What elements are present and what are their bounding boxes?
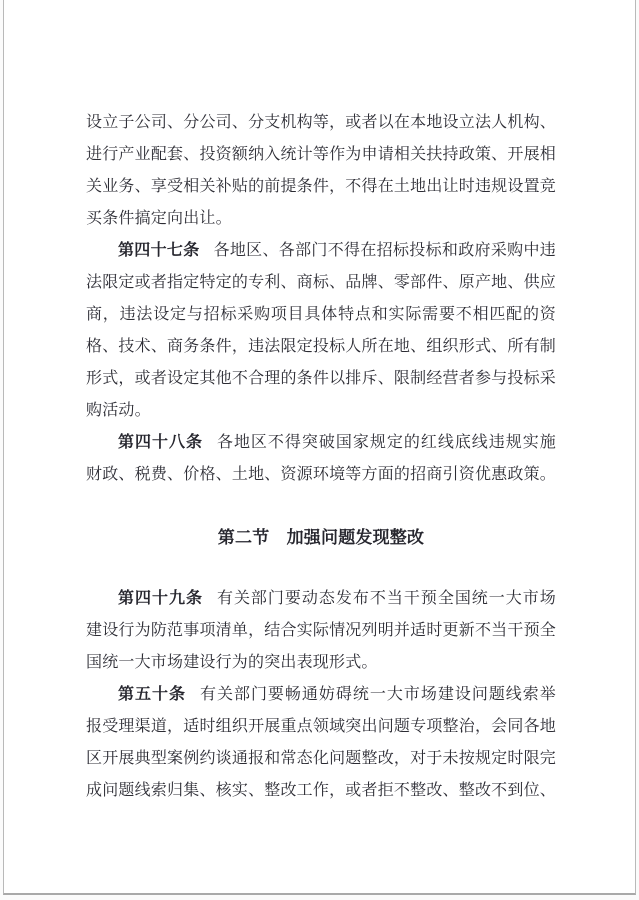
document-page: [3, 0, 636, 895]
text-line: 国统一大市场建设行为的突出表现形式。: [86, 654, 378, 671]
text-line: 格、技术、商务条件，违法限定投标人所在地、组织形式、所有制: [86, 338, 556, 355]
paragraph-continuation: [86, 107, 556, 235]
section-heading: 第二节 加强问题发现整改: [217, 528, 425, 547]
paragraph-article-50: [86, 679, 556, 807]
paragraph-article-48: [86, 427, 556, 491]
text-line: 第四十九条 有关部门要动态发布不当干预全国统一大市场: [118, 590, 556, 607]
text-line: 商，违法设定与招标采购项目具体特点和实际需要不相匹配的资: [86, 306, 556, 323]
text-line: 关业务、享受相关补贴的前提条件，不得在土地出让时违规设置竞: [86, 178, 556, 195]
article-number: 第五十条: [118, 686, 186, 703]
text-line: 第五十条 有关部门要畅通妨碍统一大市场建设问题线索举: [118, 686, 556, 703]
paragraph-article-49: [86, 583, 556, 679]
text-line: 第四十七条 各地区、各部门不得在招标投标和政府采购中违: [118, 242, 556, 259]
text-line: 区开展典型案例约谈通报和常态化问题整改，对于未按规定时限完: [86, 750, 556, 767]
article-number: 第四十九条: [118, 590, 203, 607]
text-line: 成问题线索归集、核实、整改工作，或者拒不整改、整改不到位、: [86, 782, 556, 799]
text-line: 第四十八条 各地区不得突破国家规定的红线底线违规实施: [118, 434, 556, 451]
paragraph-article-47: [86, 235, 556, 427]
text-line: 报受理渠道，适时组织开展重点领域突出问题专项整治，会同各地: [86, 718, 556, 735]
article-number: 第四十七条: [118, 242, 200, 259]
text-line: 建设行为防范事项清单，结合实际情况列明并适时更新不当干预全: [86, 622, 556, 639]
document-body: [86, 107, 556, 807]
article-number: 第四十八条: [118, 434, 203, 451]
text-line: 买条件搞定向出让。: [86, 210, 232, 227]
text-line: 设立子公司、分公司、分支机构等，或者以在本地设立法人机构、: [86, 114, 556, 131]
text-line: 形式，或者设定其他不合理的条件以排斥、限制经营者参与投标采: [86, 370, 556, 387]
text-line: 进行产业配套、投资额纳入统计等作为申请相关扶持政策、开展相: [86, 146, 556, 163]
text-line: 购活动。: [86, 402, 151, 419]
text-line: 法限定或者指定特定的专利、商标、品牌、零部件、原产地、供应: [86, 274, 556, 291]
text-line: 财政、税费、价格、土地、资源环境等方面的招商引资优惠政策。: [86, 466, 556, 483]
